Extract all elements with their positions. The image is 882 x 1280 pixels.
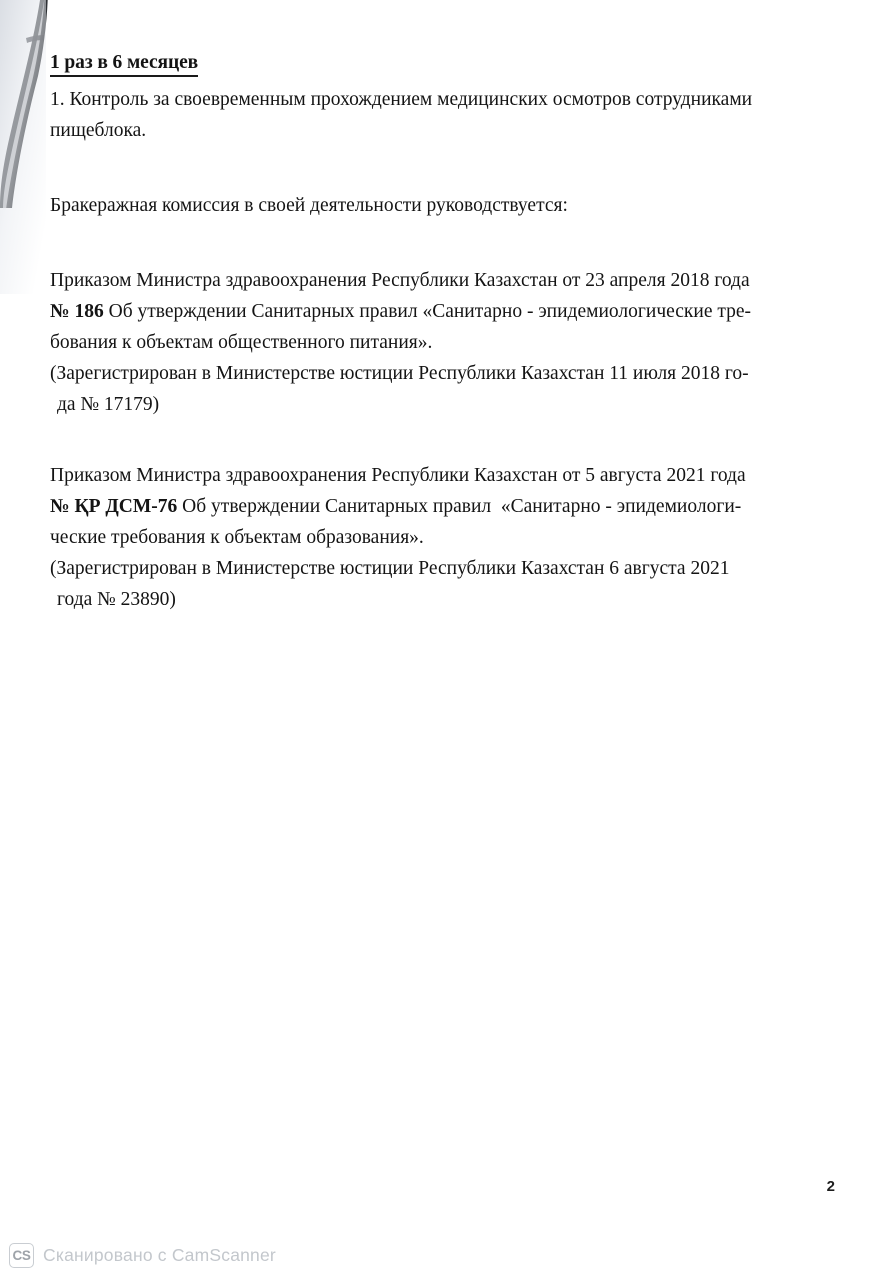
- order-1-line-3: бования к объектам общественного питания».: [50, 332, 433, 354]
- camscanner-watermark-label: Сканировано с CamScanner: [43, 1245, 276, 1265]
- order-1-line-1: Приказом Министра здравоохранения Республики Казахстан от 23 апреля 2018 года: [50, 270, 750, 292]
- heading-text: 1 раз в 6 месяцев: [50, 52, 198, 77]
- order-2-line-2: [50, 491, 840, 522]
- section-heading-frequency: [50, 52, 840, 77]
- order-2-line-3: ческие требования к объектам образования».: [50, 527, 424, 549]
- camscanner-watermark: [9, 1243, 276, 1268]
- page-edge-shadow: [0, 0, 46, 294]
- order-reference-1: [50, 265, 840, 420]
- order-2-registration-line-2: года № 23890): [57, 589, 176, 611]
- paragraph-commission-intro: Бракеражная комиссия в своей деятельности руководствуется:: [50, 195, 568, 217]
- paragraph-control-item-1: 1. Контроль за своевременным прохождением медицинских осмотров сотрудниками пищеблока.: [50, 89, 753, 142]
- document-body: [50, 52, 840, 615]
- order-2-number: № ҚР ДСМ-76: [50, 496, 178, 518]
- order-1-registration-line-1: (Зарегистрирован в Министерстве юстиции Республики Казахстан 11 июля 2018 го-: [50, 363, 749, 385]
- order-2-line-2-rest: Об утверждении Санитарных правил «Санитарно - эпидемиологи-: [177, 496, 742, 518]
- order-2-line-1: Приказом Министра здравоохранения Республики Казахстан от 5 августа 2021 года: [50, 465, 746, 487]
- order-1-line-2: [50, 296, 840, 327]
- order-1-line-2-rest: Об утверждении Санитарных правил «Санитарно - эпидемиологические тре-: [103, 301, 752, 323]
- order-1-registration-line-2: да № 17179): [57, 394, 160, 416]
- order-reference-2: [50, 460, 840, 615]
- order-2-registration-line-1: (Зарегистрирован в Министерстве юстиции Республики Казахстан 6 августа 2021: [50, 558, 730, 580]
- page-number: 2: [826, 1178, 835, 1195]
- camscanner-logo-icon: CS: [9, 1243, 34, 1268]
- order-1-number: № 186: [50, 301, 104, 323]
